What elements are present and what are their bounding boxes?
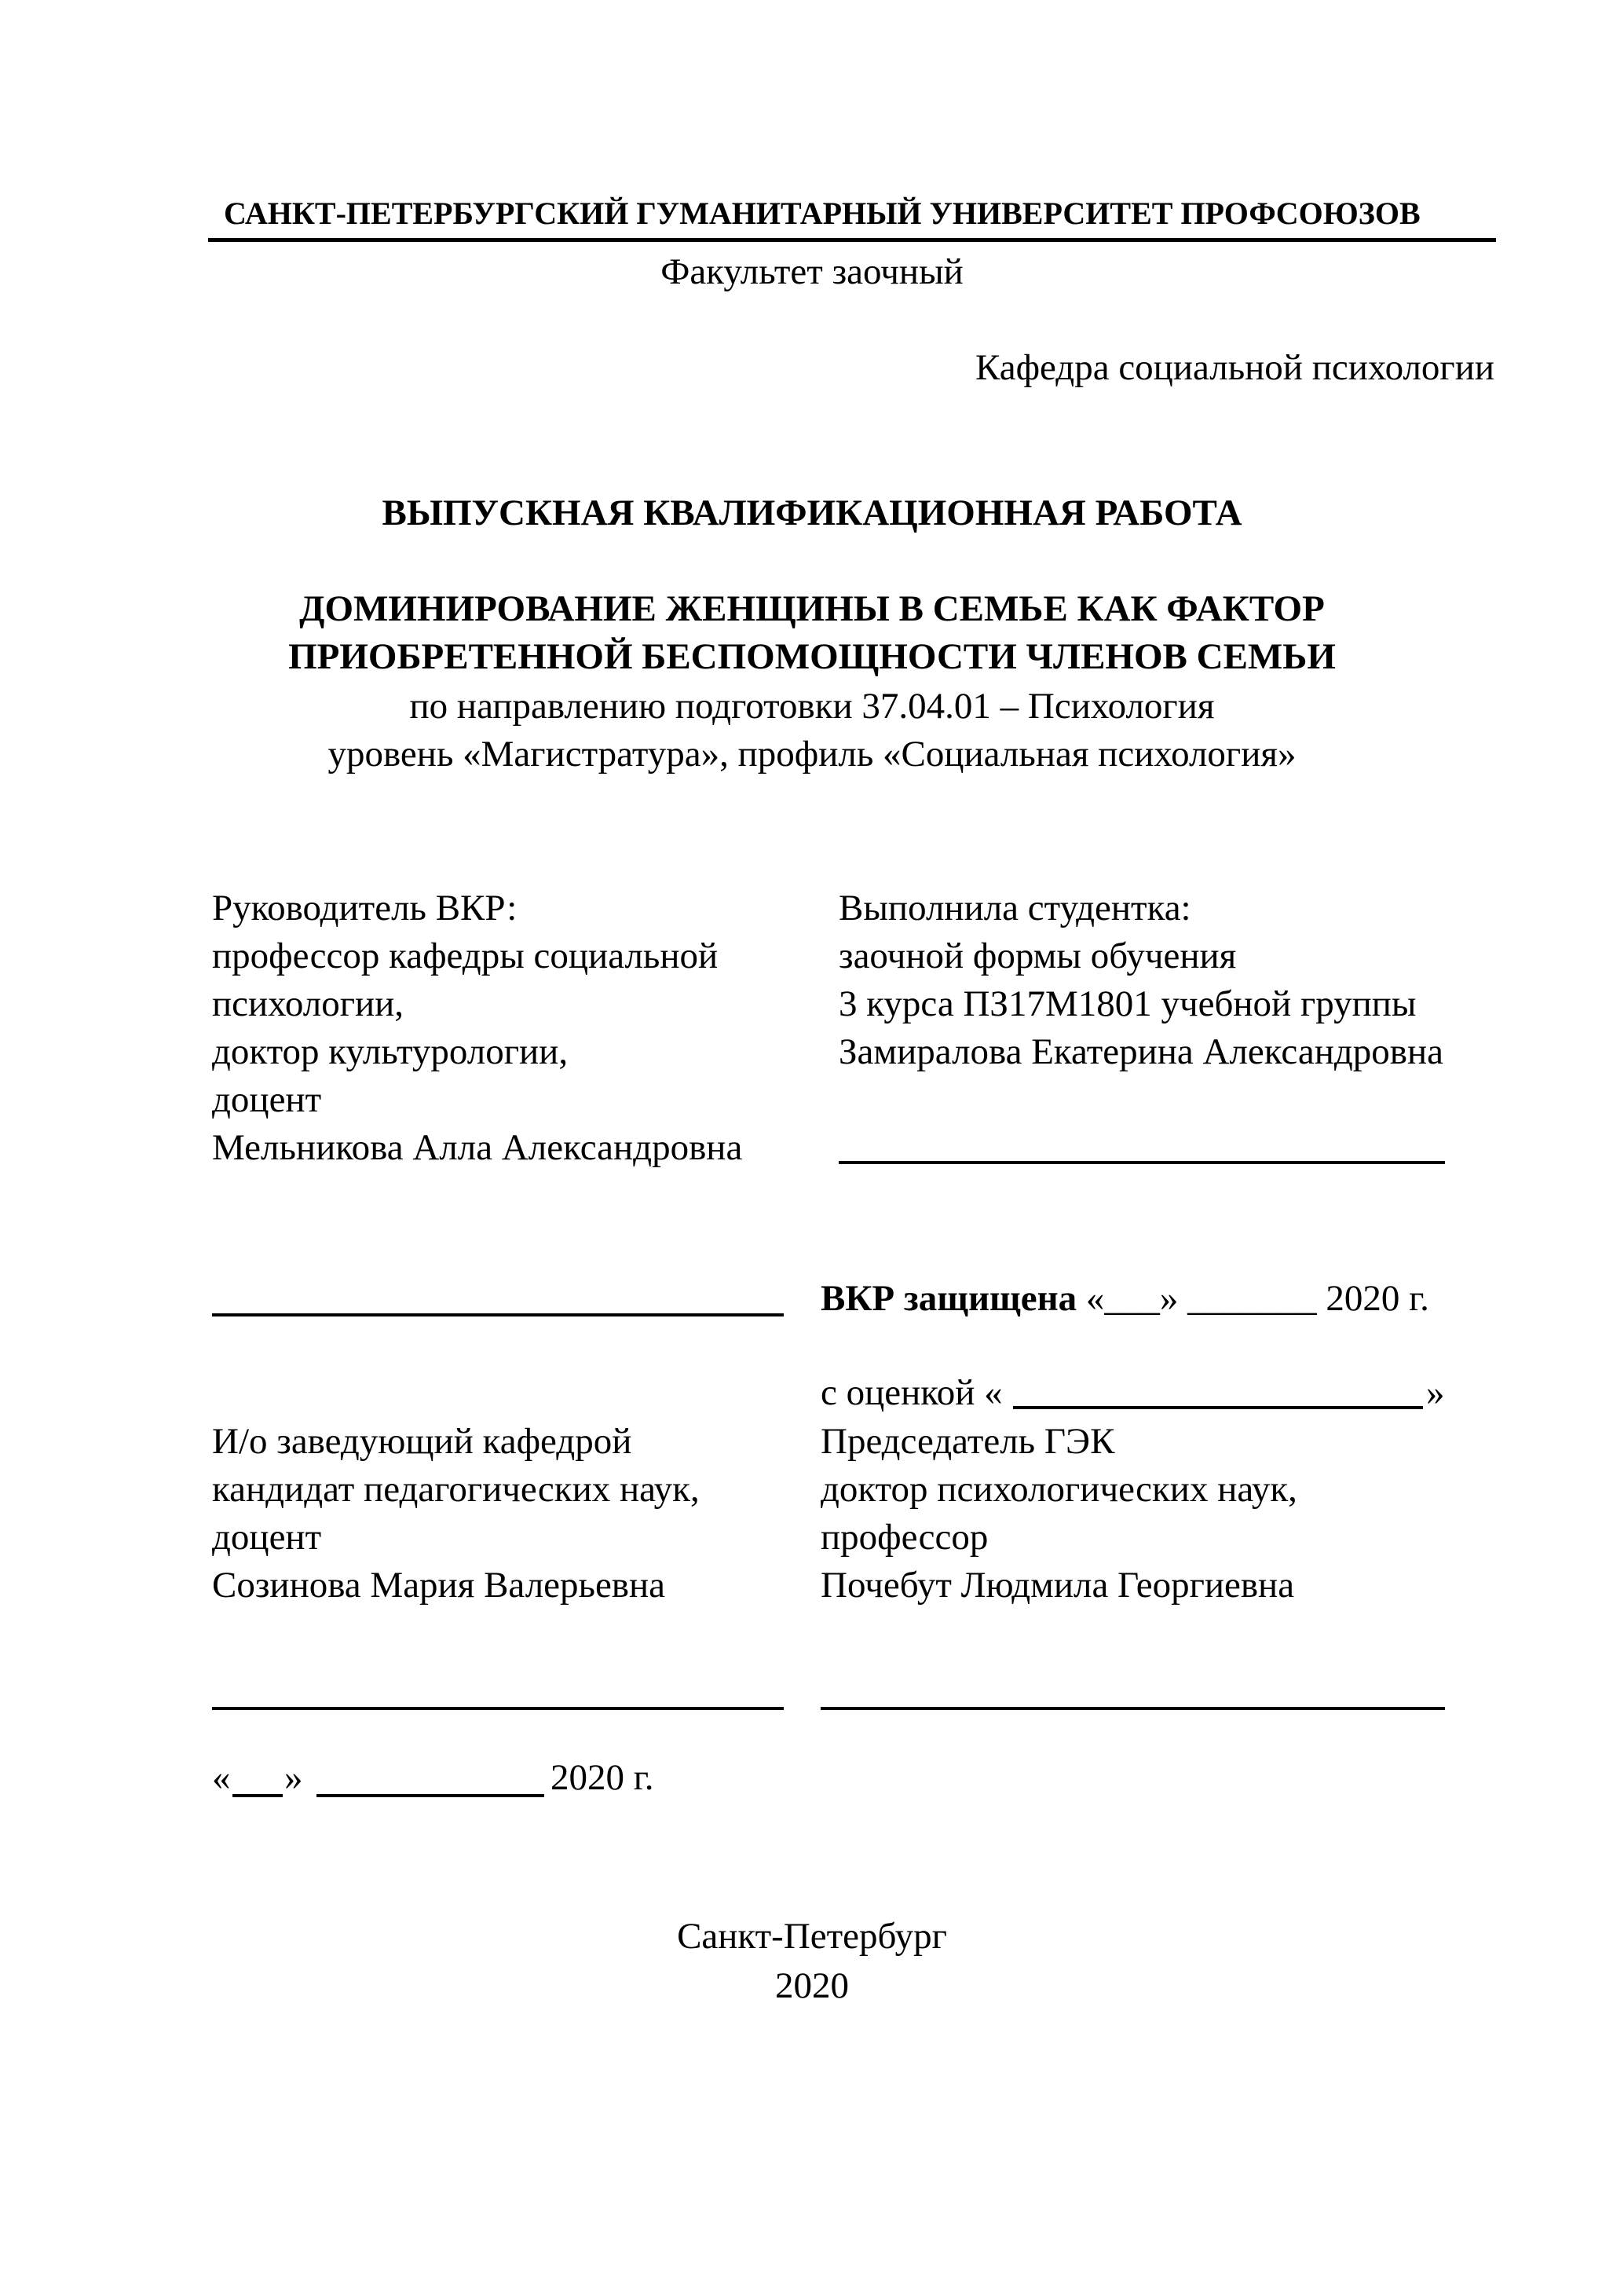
city: Санкт-Петербург: [677, 1916, 947, 1957]
approval-date-open-quote: «: [212, 1757, 231, 1798]
head-of-department-name: Созинова Мария Валерьевна: [212, 1565, 666, 1606]
topic-title-line-1: ДОМИНИРОВАНИЕ ЖЕНЩИНЫ В СЕМЬЕ КАК ФАКТОР: [299, 588, 1325, 629]
defense-statement: [821, 1280, 1429, 1317]
approval-month-field[interactable]: [316, 1794, 544, 1797]
head-of-department-degree: кандидат педагогических наук,: [212, 1469, 700, 1510]
defense-date-field[interactable]: «___» _______ 2020 г.: [1085, 1278, 1429, 1319]
student-label: Выполнила студентка:: [839, 888, 1191, 928]
chairman-name: Почебут Людмила Георгиевна: [821, 1565, 1295, 1606]
header-divider: [208, 238, 1496, 242]
chairman-title: профессор: [821, 1517, 989, 1558]
chairman-signature-line[interactable]: [821, 1707, 1445, 1710]
work-type-title: ВЫПУСКНАЯ КВАЛИФИКАЦИОННАЯ РАБОТА: [382, 493, 1242, 533]
university-name: САНКТ-ПЕТЕРБУРГСКИЙ ГУМАНИТАРНЫЙ УНИВЕРСИТЕТ ПРОФСОЮЗОВ: [224, 196, 1421, 231]
student-signature-line[interactable]: [839, 1161, 1445, 1164]
grade-suffix: »: [1426, 1372, 1445, 1413]
head-of-department-position: И/о заведующий кафедрой: [212, 1421, 632, 1462]
student-name: Замиралова Екатерина Александровна: [839, 1031, 1443, 1072]
supervisor-degree-line: доктор культурологии,: [212, 1031, 569, 1072]
supervisor-title-line: доцент: [212, 1079, 322, 1120]
approval-day-field[interactable]: [232, 1794, 283, 1797]
supervisor-label: Руководитель ВКР:: [212, 888, 518, 928]
approval-date-close-quote: »: [284, 1757, 303, 1798]
grade-prefix: с оценкой «: [821, 1372, 1003, 1413]
footer-year: 2020: [775, 1965, 849, 2006]
head-of-department-title: доцент: [212, 1517, 322, 1558]
level-profile-line: уровень «Магистратура», профиль «Социальная психология»: [327, 734, 1297, 774]
supervisor-position-line: психологии,: [212, 983, 404, 1024]
supervisor-position-line: профессор кафедры социальной: [212, 936, 719, 976]
head-of-department-signature-line[interactable]: [212, 1707, 784, 1710]
direction-line: по направлению подготовки 37.04.01 – Психология: [409, 686, 1215, 727]
student-study-form: заочной формы обучения: [839, 936, 1237, 976]
supervisor-name: Мельникова Алла Александровна: [212, 1127, 743, 1168]
topic-title-line-2: ПРИОБРЕТЕННОЙ БЕСПОМОЩНОСТИ ЧЛЕНОВ СЕМЬИ: [288, 636, 1336, 677]
faculty-name: Факультет заочный: [660, 251, 964, 292]
chairman-degree: доктор психологических наук,: [821, 1469, 1297, 1510]
grade-field[interactable]: [1013, 1406, 1423, 1409]
defense-label: ВКР защищена: [821, 1278, 1077, 1319]
chairman-position: Председатель ГЭК: [821, 1421, 1115, 1462]
student-group: 3 курса ПЗ17М1801 учебной группы: [839, 983, 1417, 1024]
supervisor-signature-line[interactable]: [212, 1313, 784, 1316]
department-name: Кафедра социальной психологии: [975, 347, 1494, 388]
approval-year: 2020 г.: [550, 1757, 654, 1798]
